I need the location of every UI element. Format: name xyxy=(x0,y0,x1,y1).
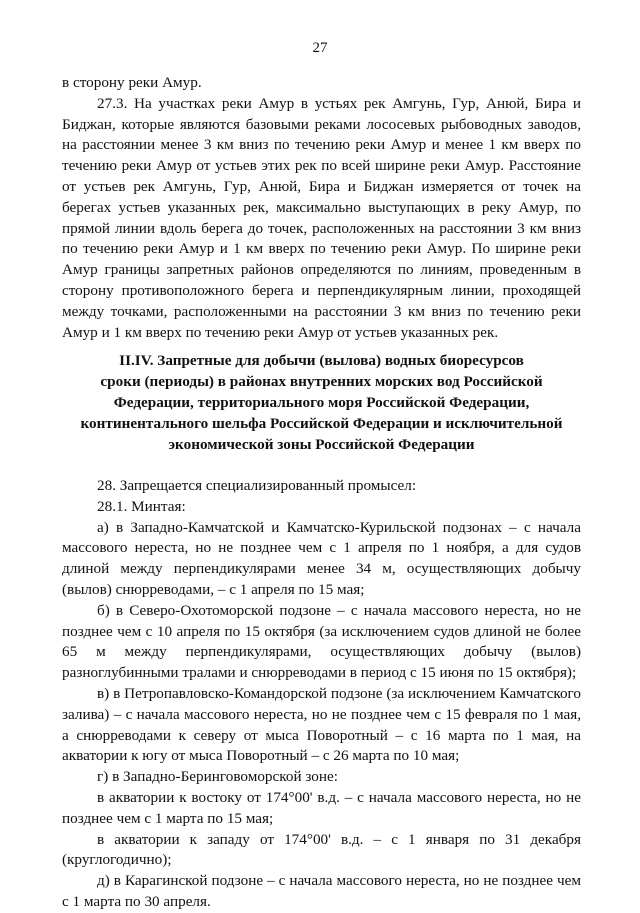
item-g-east: в акватории к востоку от 174°00' в.д. – с начала массового нереста, но не позднее чем с 1 марта по 15 мая; xyxy=(62,788,581,827)
paragraph-28-1: 28.1. Минтая: xyxy=(97,497,186,515)
item-b: б) в Северо-Охотоморской подзоне – с начала массового нереста, но не позднее чем с 10 апреля по 15 октября (за исключением судов длиной не более 65 м между перпендикулярами, осуществляющих добычу (вылов) разноглубинными тралами и снюрреводами в период с 15 июня по 15 октября); xyxy=(62,601,581,682)
heading-line: континентального шельфа Российской Федерации и исключительной xyxy=(80,415,563,432)
section-27-3 xyxy=(62,73,581,343)
heading-line: Федерации, территориального моря Российской Федерации, xyxy=(113,394,530,411)
item-g-west: в акватории к западу от 174°00' в.д. – с 1 января по 31 декабря (круглогодично); xyxy=(62,830,581,869)
heading-line: сроки (периоды) в районах внутренних морских вод Российской xyxy=(100,373,543,390)
continuation-line: в сторону реки Амур. xyxy=(62,74,202,91)
heading-line: II.IV. Запретные для добычи (вылова) водных биоресурсов xyxy=(119,352,524,369)
item-d: д) в Карагинской подзоне – с начала массового нереста, но не позднее чем с 1 марта по 30 апреля. xyxy=(62,872,581,910)
item-v: в) в Петропавловско-Командорской подзоне (за исключением Камчатского залива) – с начала массового нереста, но не позднее чем с 15 февраля по 1 мая, а снюрреводами к северу от мыса Поворотный – с 16 марта по 1 мая, на акватории к югу от мыса Поворотный – с 26 марта по 10 мая; xyxy=(62,684,581,765)
heading-line: экономической зоны Российской Федерации xyxy=(168,436,475,453)
paragraph-27-3: 27.3. На участках реки Амур в устьях рек Амгунь, Гур, Анюй, Бира и Биджан, которые являются базовыми реками лососевых рыбоводных заводов, на расстоянии менее 3 км вниз по течению реки Амур и менее 1 км вверх по течению реки Амур от устьев этих рек по всей ширине реки Амур. Расстояние от устьев рек Амгунь, Гур, Анюй, Бира и Биджан измеряется от точек на берегах устьев указанных рек, максимально выступающих в реку Амур, по прямой линии вдоль берега до точек, расположенных на расстоянии 3 км вниз по течению реки Амур и 1 км вверх по течению реки Амур. По ширине реки Амур границы запретных районов определяются по линиям, проведенным в сторону противоположного берега и перпендикулярным линии, проходящей между точками, расположенными на расстоянии 3 км вниз по течению реки Амур и 1 км вверх по течению реки Амур от устьев указанных рек. xyxy=(62,94,581,341)
paragraph-28: 28. Запрещается специализированный промысел: xyxy=(97,477,417,494)
section-28 xyxy=(62,476,581,913)
section-heading xyxy=(62,350,581,455)
item-a: а) в Западно-Камчатской и Камчатско-Курильской подзонах – с начала массового нереста, но не позднее чем с 1 апреля по 1 ноября, а для судов длиной между перпендикулярами менее 34 м, осуществляющих добычу (вылов) снюрреводами, – с 1 апреля по 15 мая; xyxy=(62,518,581,598)
page-number: 27 xyxy=(312,40,328,56)
item-g: г) в Западно-Беринговоморской зоне: xyxy=(97,768,338,786)
